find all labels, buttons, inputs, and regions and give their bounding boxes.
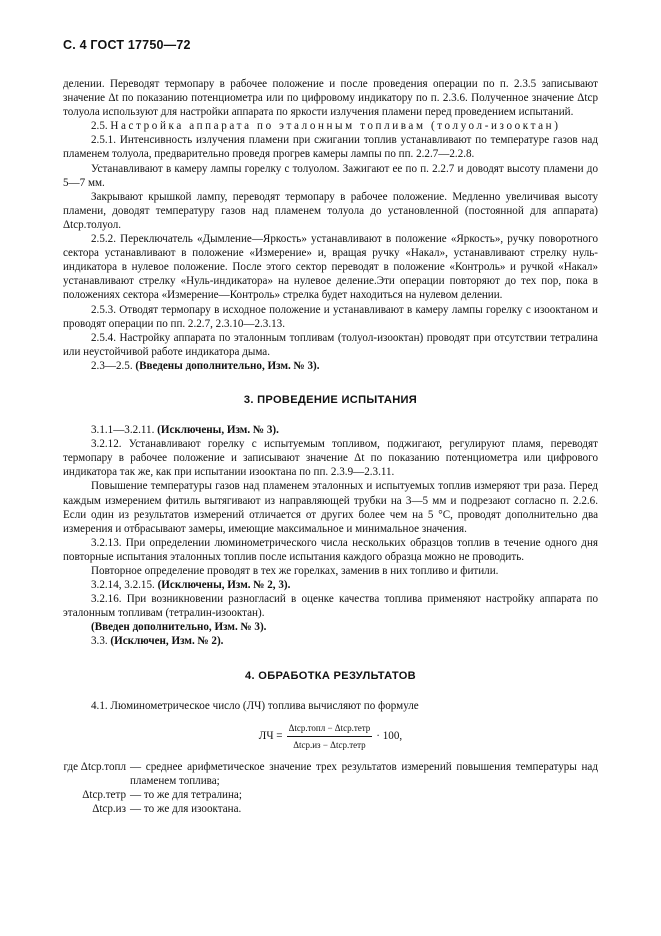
clause-number: 2.5.: [91, 120, 108, 133]
paragraph-3-2-13: 3.2.13. При определении люминометрического числа нескольких образцов топлив в течение одного дня повторные испытания эталонных топлив после испытания каждого образца можно не проводить.: [63, 536, 598, 563]
formula: [63, 721, 598, 752]
paragraph: Закрывают крышкой лампу, переводят термопару в рабочее положение. Медленно увеличивая высоту пламени, доводят температуру газов над пламенем толуола до установленной (постоянной для аппарата) Δtср.толуол.: [63, 190, 598, 231]
paragraph-2-5-1: 2.5.1. Интенсивность излучения пламени при сжигании топлив устанавливают по температуре газов над пламенем толуола, предварительно проведя прогрев камеры лампы по пп. 2.2.7—2.2.8.: [63, 134, 598, 161]
section-heading-4: 4. ОБРАБОТКА РЕЗУЛЬТАТОВ: [245, 669, 416, 682]
amendment-text: (Исключен, Изм. № 2).: [110, 635, 224, 648]
amendment-text: (Исключены, Изм. № 3).: [157, 424, 279, 437]
definition-text: — среднее арифметическое значение трех результатов измерений повышения температуры над пламенем топлива;: [130, 760, 598, 788]
paragraph-4-1: 4.1. Люминометрическое число (ЛЧ) топлива вычисляют по формуле: [91, 699, 419, 712]
clause-number: 3.2.14, 3.2.15.: [91, 579, 155, 592]
paragraph-2-5-2: 2.5.2. Переключатель «Дымление—Яркость» устанавливают в положение «Яркость», ручку поворотного сектора устанавливают в положение «Измерение» и, вращая ручку «Накал», устанавливают стрелку нуль-индикатора в нулевое положение. После этого сектор переводят в положение «Контроль» и ручкой «Накал» устанавливают стрелку «Нуль-индикатора» на нулевое деление.Эти операции повторяют до тех пор, пока в положениях сектора «Измерение—Контроль» стрелка будет находиться на нулевом делении.: [63, 233, 598, 302]
paragraph-3-2-12: 3.2.12. Устанавливают горелку с испытуемым топливом, поджигают, регулируют пламя, переводят термопару в рабочее положение и записывают значение Δt по показанию потенциометра или цифрового индикатора так же, как при испытании изооктана по пп. 2.3.9—2.3.11.: [63, 438, 598, 479]
paragraph: делении. Переводят термопару в рабочее положение и после проведения операции по п. 2.3.5 записывают значение Δt по показанию потенциометра или по цифровому индикатору по п. 2.3.6. Полученное значение Δtср толуола используют для настройки аппарата по яркости излучения пламени перед проведением испытаний.: [63, 78, 598, 119]
definition-item: [63, 760, 598, 788]
paragraph-2-5-4: 2.5.4. Настройку аппарата по эталонным топливам (толуол-изооктан) проводят при отсутствии тетралина или неустойчивой работе индикатора дыма.: [63, 331, 598, 358]
amendment-note: [63, 359, 598, 373]
amendment-text: (Исключены, Изм. № 2, 3).: [157, 579, 291, 592]
formula-tail: · 100,: [376, 730, 403, 743]
amendment-note: [63, 634, 598, 648]
definition-item: [63, 802, 598, 816]
amendment-note: [63, 578, 598, 592]
clause-number: 2.3—2.5.: [91, 359, 133, 372]
clause-number: 3.1.1—3.2.11.: [91, 424, 155, 437]
paragraph-3-2-16: 3.2.16. При возникновении разногласий в оценке качества топлива применяют настройку аппарата по эталонным топливам (тетралин-изооктан).: [63, 593, 598, 620]
amendment-text: (Введены дополнительно, Изм. № 3).: [135, 359, 320, 372]
paragraph: Повышение температуры газов над пламенем эталонных и испытуемых топлив измеряют три раза. Перед каждым измерением фитиль вытягивают из направляющей трубки на 3—5 мм и подрезают согласно п. 2.2.6. Если один из результатов измерений отличается от других более чем на 5 °С, проводят дополнительно два измерения и отбрасывают замеры, имеющие максимальное и минимальное значения.: [63, 480, 598, 535]
definition-item: [63, 788, 598, 802]
paragraph: Повторное определение проводят в тех же горелках, заменив в них топливо и фитили.: [91, 565, 499, 577]
definition-text: — то же для тетралина;: [130, 789, 242, 802]
formula-denominator: Δtср.из − Δtср.тетр: [293, 739, 366, 750]
definitions-list: [63, 760, 598, 816]
formula-numerator: Δtср.топл − Δtср.тетр: [287, 721, 373, 737]
clause-title: Настройка аппарата по эталонным топливам (толуол-изооктан): [110, 120, 561, 133]
definition-text: — то же для изооктана.: [130, 803, 242, 816]
page-header: С. 4 ГОСТ 17750—72: [63, 38, 191, 52]
paragraph-2-5: [63, 119, 598, 133]
paragraph: Устанавливают в камеру лампы горелку с толуолом. Зажигают ее по п. 2.2.7 и доводят высоту пламени до 5—7 мм.: [63, 162, 598, 189]
amendment-note: [63, 423, 598, 437]
definition-term: где Δtср.топл: [63, 760, 126, 773]
paragraph-2-5-3: 2.5.3. Отводят термопару в исходное положение и устанавливают в камеру лампы горелку с изооктаном и проводят операции по пп. 2.2.7, 2.3.10—2.3.13.: [63, 303, 598, 330]
formula-lhs: ЛЧ =: [258, 730, 283, 743]
amendment-note: (Введен дополнительно, Изм. № 3).: [91, 621, 267, 634]
document-body: [63, 77, 598, 816]
definition-term: Δtср.тетр: [82, 789, 126, 802]
section-heading-3: 3. ПРОВЕДЕНИЕ ИСПЫТАНИЯ: [243, 393, 418, 406]
clause-number: 3.3.: [91, 635, 108, 648]
formula-fraction: [287, 721, 373, 752]
definition-term: Δtср.из: [92, 803, 126, 816]
